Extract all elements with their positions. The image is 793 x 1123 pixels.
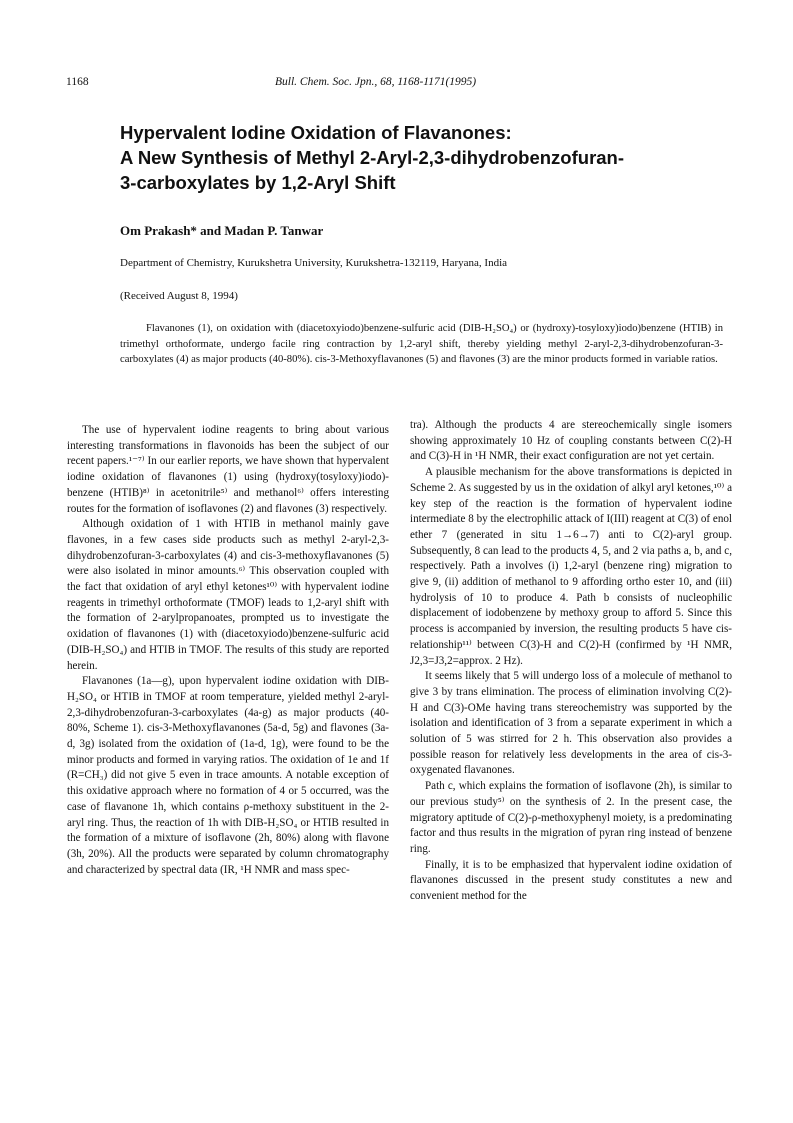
title-line-1: Hypervalent Iodine Oxidation of Flavanones: — [120, 122, 512, 143]
body-paragraph: Although oxidation of 1 with HTIB in methanol mainly gave flavones, in a few cases side products such as methyl 2-aryl-2,3-dihydrobenzofuran-3-carboxylates (4) and cis-3-methoxyflavanones (5) were also isolated in minor amounts.⁶⁾ This observation coupled with the fact that oxidation of aryl ethyl ketones¹⁰⁾ with hypervalent iodine reagents in trimethyl orthoformate (TMOF) leads to 1,2-aryl shift with the formation of 2-arylpropanoates, prompted us to investigate the oxidation of flavanones (1) with (diacetoxyiodo)benzene-sulfuric acid (DIB-H₂SO₄) and HTIB in TMOF. The results of this study are reported herein. — [67, 518, 389, 672]
title-line-2: A New Synthesis of Methyl 2-Aryl-2,3-dihydrobenzofuran- — [120, 147, 625, 168]
running-header — [66, 76, 746, 92]
author-list: Om Prakash* and Madan P. Tanwar — [120, 223, 324, 238]
body-column-right — [410, 418, 732, 905]
page-number: 1168 — [66, 76, 89, 88]
body-paragraph: tra). Although the products 4 are stereochemically single isomers showing approximately 10 Hz of coupling constants between C(2)-H and C(3)-H in ¹H NMR, their exact configuration are not yet certain. — [410, 419, 732, 463]
body-column-left — [67, 423, 389, 878]
received-date: (Received August 8, 1994) — [120, 290, 238, 302]
journal-reference: Bull. Chem. Soc. Jpn., 68, 1168-1171(1995) — [275, 76, 477, 88]
body-paragraph: Path c, which explains the formation of isoflavone (2h), is similar to our previous study⁵⁾ on the synthesis of 2. In the present case, the migratory aptitude of C(2)-ρ-methoxyphenyl moiety, is a predominating factor and thus results in the migration of pyran ring instead of benzene ring. — [410, 780, 732, 855]
body-paragraph: Flavanones (1a—g), upon hypervalent iodine oxidation with DIB-H₂SO₄ or HTIB in TMOF at room temperature, yielded methyl 2-aryl-2,3-dihydrobenzofuran-3-carboxylates (4a-g) as major products (40-80%, Scheme 1). cis-3-Methoxyflavanones (5a-d, 5g) and flavones (3a-d, 3g) isolated from the oxidation of (1a-d, 1g), were found to be the minor products and formed in varying ratios. The oxidation of 1e and 1f (R=CH₃) did not give 5 even in trace amounts. A notable exception of this oxidative approach where no formation of 4 or 5 occurred, was the case of flavanone 1h, which contains ρ-methoxy substituent in the 2-aryl ring. Thus, the reaction of 1h with DIB-H₂SO₄ or HTIB resulted in the formation of a mixture of isoflavone (2h, 80%) along with flavone (3h, 20%). All the products were separated by column chromatography and characterized by spectral data (IR, ¹H NMR and mass spec- — [67, 675, 389, 876]
body-paragraph: It seems likely that 5 will undergo loss of a molecule of methanol to give 3 by trans elimination. The process of elimination involving C(2)-H and C(3)-OMe having trans stereochemistry was supported by the isolation and identification of 3 from a separate experiment in which a solution of 5 was stirred for 2 h. This observation also provides a possible reason for relatively less developments in the area of cis-3-oxygenated flavanones. — [410, 670, 732, 777]
abstract — [120, 321, 723, 368]
abstract-text: Flavanones (1), on oxidation with (diacetoxyiodo)benzene-sulfuric acid (DIB-H₂SO₄) or (hydroxy)-tosyloxy)iodo)benzene (HTIB) in trimethyl orthoformate, undergo facile ring contraction by 1,2-aryl shift, thereby yielding methyl 2-aryl-2,3-dihydrobenzofuran-3-carboxylates (4) as major products (40-80%). cis-3-Methoxyflavanones (5) and flavones (3) are the minor products formed in variable ratios. — [120, 323, 723, 365]
title-line-3: 3-carboxylates by 1,2-Aryl Shift — [120, 172, 396, 193]
affiliation: Department of Chemistry, Kurukshetra University, Kurukshetra-132119, Haryana, India — [120, 257, 508, 269]
body-paragraph: The use of hypervalent iodine reagents to bring about various interesting transformations in flavonoids has been the subject of our recent papers.¹⁻⁷⁾ In our earlier reports, we have shown that hypervalent iodine oxidation of flavanones (1) using (hydroxy(tosyloxy)iodo)-benzene (HTIB)⁸⁾ in acetonitrile⁵⁾ and methanol⁶⁾ offers interesting routes for the formation of isoflavones (2) and flavones (3) respectively. — [67, 424, 389, 515]
article-title — [120, 120, 720, 195]
body-paragraph: A plausible mechanism for the above transformations is depicted in Scheme 2. As suggested by us in the oxidation of alkyl aryl ketones,¹⁰⁾ a key step of the reaction is the formation of hypervalent iodine intermediate 8 by the electrophilic attack of I(III) reagent at C(3) of enol ether 7 (generated in situ 1→6→7) anti to C(2)-aryl group. Subsequently, 8 can lead to the products 4, 5, and 2 via paths a, b, and c, respectively. Path a involves (i) 1,2-aryl (benzene ring) migration to give 9, (ii) addition of methanol to 9 affording ortho ester 10, and (iii) hydrolysis of 10 to produce 4. Path b consists of nucleophilic displacement of iodobenzene by methoxy group to afford 5. Since this process is accompanied by inversion, the resulting products 5 have cis-relationship¹¹⁾ between C(3)-H and C(2)-H (confirmed by ¹H NMR, J2,3=J3,2=approx. 2 Hz). — [410, 466, 732, 667]
body-paragraph: Finally, it is to be emphasized that hypervalent iodine oxidation of flavanones discussed in the present study constitutes a new and convenient method for the — [410, 858, 732, 903]
